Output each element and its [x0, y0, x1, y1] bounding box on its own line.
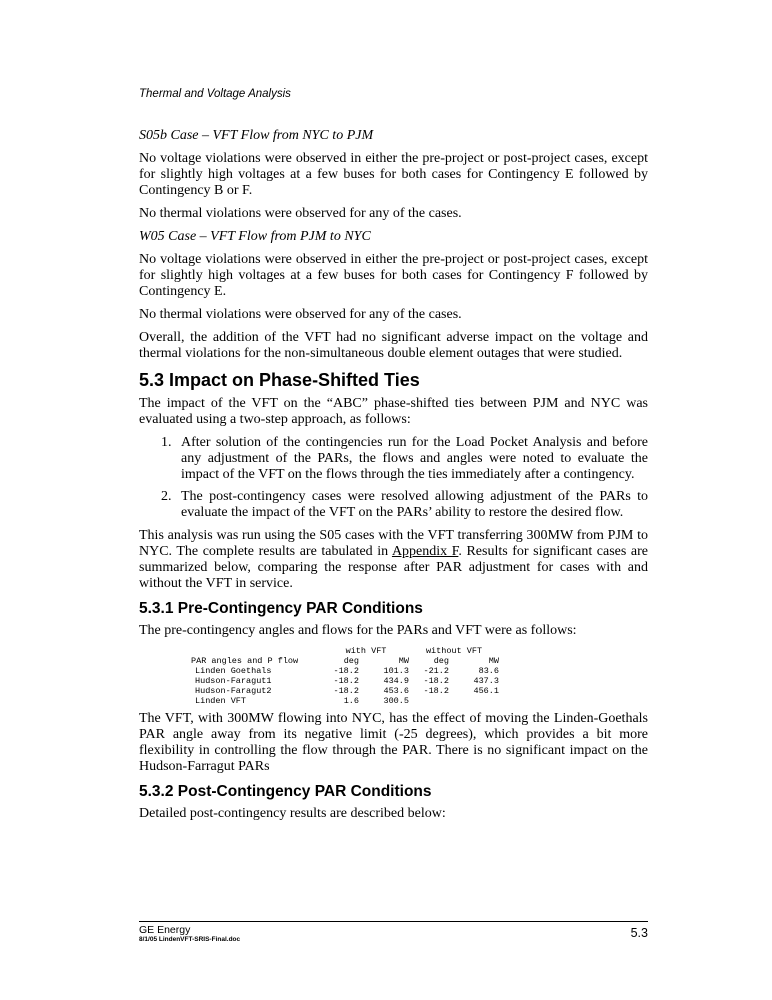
s05b-thermal-paragraph: No thermal violations were observed for any of the cases. — [139, 206, 462, 221]
section-5-3-heading: 5.3 Impact on Phase-Shifted Ties — [139, 370, 420, 390]
step-number: 1. — [161, 435, 172, 450]
col-header-deg: deg — [433, 656, 449, 666]
par-name: Hudson-Faragut2 — [195, 686, 272, 696]
approach-steps-list — [139, 435, 648, 521]
list-item — [139, 435, 648, 483]
running-header: Thermal and Voltage Analysis — [139, 88, 291, 100]
with-mw-cell: 434.9 — [383, 676, 409, 686]
without-deg-cell — [409, 696, 449, 706]
summary-text-after: . Results for significant cases are summarized below, comparing the response after PAR adjustment for cases with and without the VFT in service. — [139, 544, 649, 591]
w05-case-title: W05 Case – VFT Flow from PJM to NYC — [139, 229, 371, 244]
without-deg-cell: -18.2 — [423, 686, 449, 696]
list-item — [139, 489, 648, 521]
w05-voltage-paragraph: No voltage violations were observed in either the pre-project or post-project cases, except for slightly high voltages at a few buses for both cases for Contingency F followed by Contingency E. — [139, 252, 648, 299]
par-name: Hudson-Faragut1 — [195, 676, 272, 686]
appendix-f-link[interactable]: Appendix F — [391, 544, 459, 559]
footer-file-name: 8/1/05 LindenVFT-SRIS-Final.doc — [139, 936, 241, 943]
without-mw-cell — [449, 696, 499, 706]
with-mw-cell: 101.3 — [383, 666, 409, 676]
par-name: Linden Goethals — [195, 666, 272, 676]
s05b-case-title: S05b Case – VFT Flow from NYC to PJM — [139, 128, 374, 143]
summary-text-before: This analysis was run using the S05 cases with the VFT transferring 300MW from PJM to NYC. The complete results are tabulated in — [139, 528, 648, 559]
table-row — [191, 676, 499, 686]
section-5-3-1-intro: The pre-contingency angles and flows for the PARs and VFT were as follows: — [139, 623, 577, 638]
section-5-3-1-heading: 5.3.1 Pre-Contingency PAR Conditions — [139, 600, 423, 617]
table-group-header-row — [191, 646, 499, 656]
section-5-3-2-intro: Detailed post-contingency results are described below: — [139, 806, 446, 821]
without-mw-cell: 437.3 — [473, 676, 499, 686]
without-vft-group-header: without VFT — [425, 646, 483, 656]
section-5-3-intro: The impact of the VFT on the “ABC” phase-shifted ties between PJM and NYC was evaluated using a two-step approach, as follows: — [139, 396, 648, 427]
s05b-voltage-paragraph: No voltage violations were observed in either the pre-project or post-project cases, except for slightly high voltages at a few buses for both cases for Contingency E followed by Contingency B or F. — [139, 151, 648, 198]
with-deg-cell: -18.2 — [333, 666, 359, 676]
without-deg-cell: -18.2 — [423, 676, 449, 686]
w05-thermal-paragraph: No thermal violations were observed for any of the cases. — [139, 307, 462, 322]
with-vft-group-header: with VFT — [345, 646, 387, 656]
without-deg-cell: -21.2 — [423, 666, 449, 676]
without-mw-cell: 83.6 — [478, 666, 499, 676]
step-number: 2. — [161, 489, 172, 504]
without-mw-cell: 456.1 — [473, 686, 499, 696]
table-row — [191, 696, 499, 706]
with-mw-cell: 453.6 — [383, 686, 409, 696]
col-header-mw: MW — [398, 656, 409, 666]
with-deg-cell: -18.2 — [333, 686, 359, 696]
col-header-deg: deg — [343, 656, 359, 666]
footer-left — [139, 924, 240, 944]
footer-company: GE Energy — [139, 924, 191, 936]
section-5-3-2-heading: 5.3.2 Post-Contingency PAR Conditions — [139, 783, 432, 800]
with-mw-cell: 300.5 — [383, 696, 409, 706]
par-name: Linden VFT — [195, 696, 247, 706]
vft-effect-paragraph: The VFT, with 300MW flowing into NYC, has the effect of moving the Linden-Goethals PAR angle away from its negative limit (-25 degrees), which provides a bit more flexibility in controlling the flow through the PAR. There is no significant impact on the Hudson-Farragut PARs — [139, 711, 648, 774]
footer-divider — [139, 921, 648, 922]
with-deg-cell: 1.6 — [343, 696, 359, 706]
row-header-label: PAR angles and P flow — [191, 656, 299, 666]
step-text: The post-contingency cases were resolved allowing adjustment of the PARs to evaluate the impact of the VFT on the PARs’ ability to restore the desired flow. — [181, 489, 648, 520]
step-text: After solution of the contingencies run for the Load Pocket Analysis and before any adjustment of the PARs, the flows and angles were noted to evaluate the impact of the VFT on the flows through the ties immediately after a contingency. — [181, 435, 648, 482]
col-header-mw: MW — [488, 656, 499, 666]
with-deg-cell: -18.2 — [333, 676, 359, 686]
table-column-header-row — [191, 656, 499, 666]
page-number: 5.3 — [630, 926, 648, 940]
document-body — [139, 128, 648, 829]
table-row — [191, 666, 499, 676]
pre-contingency-par-table — [191, 646, 499, 706]
table-row — [191, 686, 499, 696]
analysis-summary-paragraph — [139, 528, 648, 592]
overall-paragraph: Overall, the addition of the VFT had no significant adverse impact on the voltage and thermal violations for the non-simultaneous double element outages that were studied. — [139, 330, 648, 361]
